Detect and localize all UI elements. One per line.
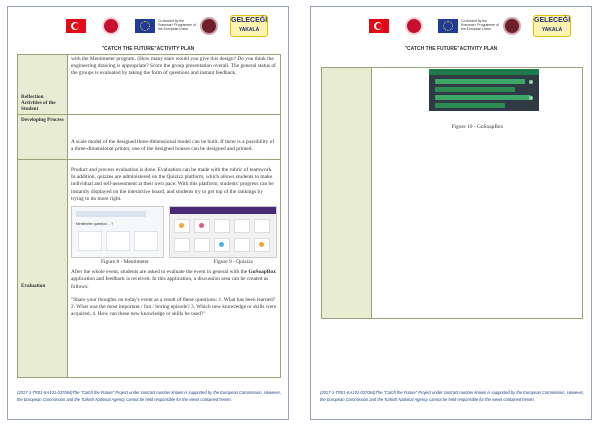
institution-seal-logo <box>405 17 423 35</box>
header-logos <box>311 15 591 37</box>
reflection-text: with the Mentimeter program. (How many stars would you give this design? Do you think the engineering drawing is appropriate? Score the group presentation overall. The general status of the groups is evaluated by taking the form of questions and instant feedback. <box>68 55 281 115</box>
row-label-empty <box>322 68 372 318</box>
developing-text: A scale model of the designed three-dimensional model can be built. If there is a possibility of a three-dimensional printer, one of the designed houses can be designed and printed. <box>68 115 281 160</box>
eu-flag-logo <box>135 19 155 33</box>
footer-note: (2017-1-TR01-KA101-037064)The "Catch the Future" Project under contract number known is supported by the European Commission. However, the European Commission and the Turkish National Agency cannot be held responsible for the views contained herein. <box>17 390 281 402</box>
document-title: "CATCH THE FUTURE"ACTIVITY PLAN <box>404 46 498 52</box>
header-logos <box>8 15 288 37</box>
cofund-text: Co-funded by the Erasmus+ Programme of the European Union <box>158 19 196 32</box>
activity-plan-table <box>17 54 281 378</box>
page-left <box>7 6 289 420</box>
figure9-caption: Figure 9 - Quizizz <box>213 259 253 266</box>
mentimeter-screenshot <box>71 206 164 258</box>
school-seal-logo <box>200 17 218 35</box>
table-row <box>18 55 281 115</box>
figure10-caption: Figure 10 - GoSoapBox <box>451 124 504 130</box>
evaluation-intro: Product and process evaluation is done. Evaluation can be made with the rubric of teamwork. In addition, quizzes are administered on the Quizizz platform, which allows students to make individual and self-assessment at their own pace. With this platform, students' progress can be instantly displayed on the interactive board, and students try to get top of the rankings by trying to do more right. <box>71 167 274 202</box>
gosoapbox-paragraph: After the whole event, students are asked to evaluate the event in general with the GoSoapBox application and feedback is received. In this application, a discussion area can be created as follows: <box>71 269 276 290</box>
mentimeter-question: Mentimeter question ... ? <box>76 222 114 227</box>
school-seal-logo <box>503 17 521 35</box>
project-logo: GELECEĞİ YAKALA <box>533 15 571 37</box>
table-row <box>18 160 281 378</box>
document-title: "CATCH THE FUTURE"ACTIVITY PLAN <box>101 46 195 52</box>
row-label-developing: Developing Process <box>18 115 68 160</box>
figures-row <box>71 206 277 258</box>
institution-seal-logo <box>102 17 120 35</box>
footer-note: (2017-1-TR01-KA101-037064)The "Catch the Future" Project under contract number known is supported by the European Commission. However, the European Commission and the Turkish National Agency cannot be held responsible for the views contained herein. <box>320 390 584 402</box>
evaluation-content <box>68 160 281 378</box>
cofund-text: Co-funded by the Erasmus+ Programme of the European Union <box>461 19 499 32</box>
row-label-reflection: Reflection Activities of the Student <box>18 55 68 115</box>
table-row <box>18 115 281 160</box>
turkey-flag-logo <box>66 19 86 33</box>
eu-flag-logo <box>438 19 458 33</box>
continued-table <box>321 67 583 319</box>
gosoapbox-screenshot <box>429 69 539 111</box>
row-label-evaluation: Evaluation <box>18 160 68 378</box>
discussion-quote: "Share your thoughts on today's event as a result of these questions: 1. What has been learned? 2. What was the most important / fun / boring episode? 3. Which new knowledge or skills were acquired, 4. How can these new knowledge or skills be used?" <box>71 296 277 318</box>
continued-content <box>373 68 582 318</box>
turkey-flag-logo <box>369 19 389 33</box>
page-right <box>310 6 592 420</box>
figure8-caption: Figure 8 - Mentimeter <box>101 259 149 266</box>
quizizz-screenshot <box>169 206 277 258</box>
project-logo: GELECEĞİ YAKALA <box>230 15 268 37</box>
figure-captions <box>71 259 277 266</box>
